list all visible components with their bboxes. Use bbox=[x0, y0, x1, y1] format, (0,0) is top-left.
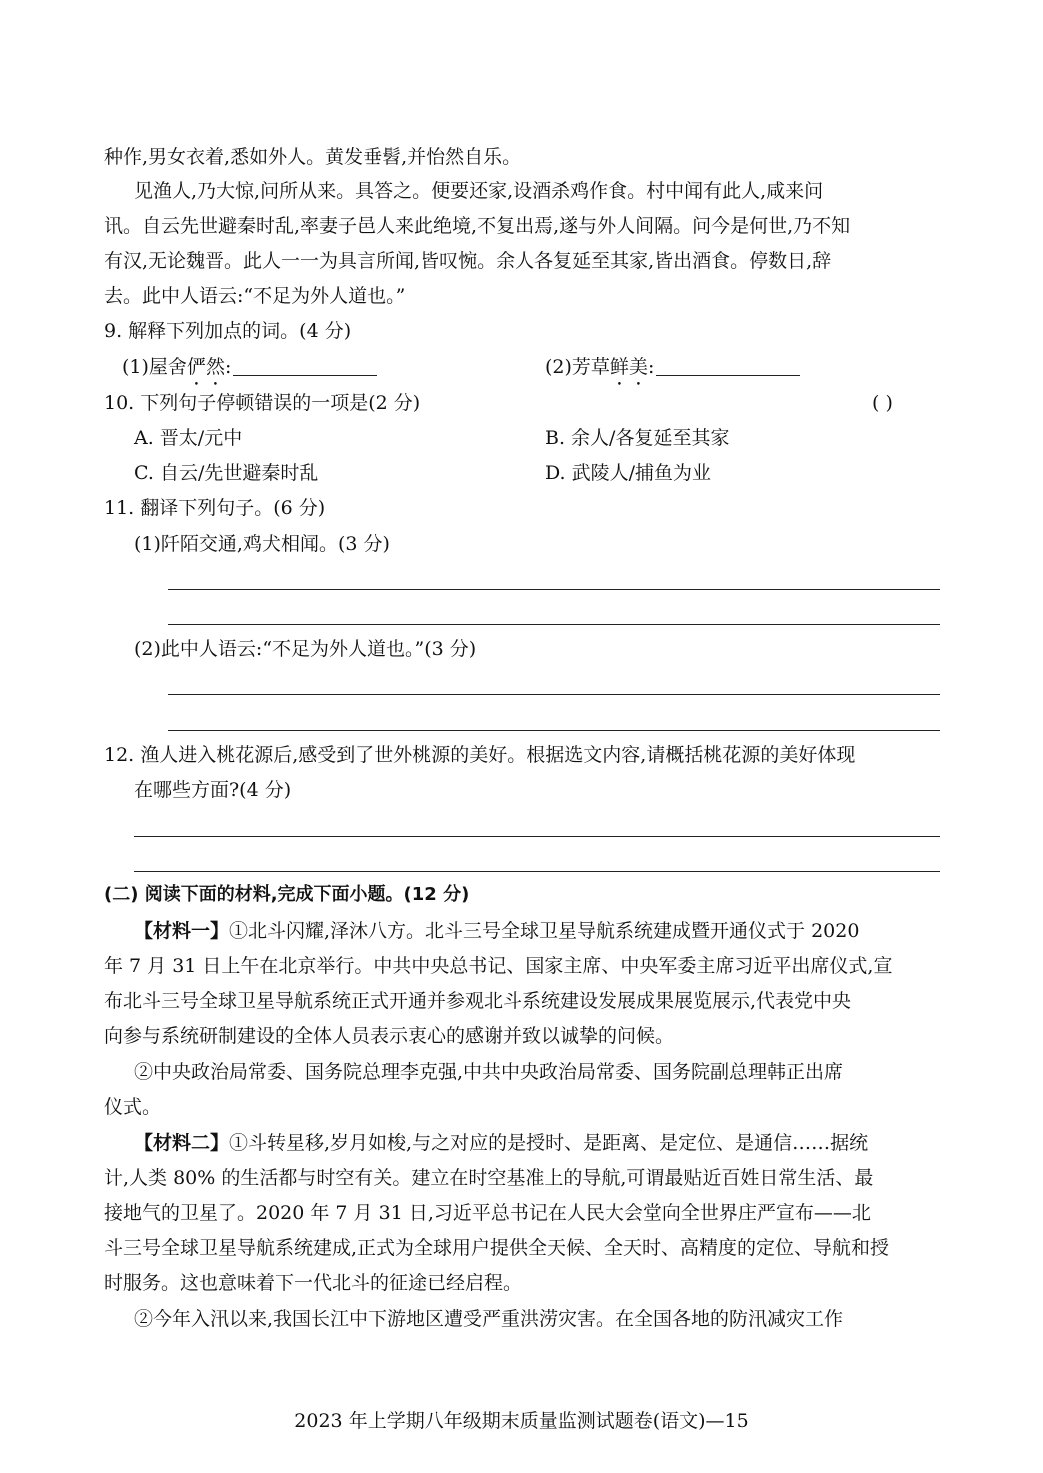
material-1-line: 布北斗三号全球卫星导航系统正式开通并参观北斗系统建设发展成果展览展示,代表党中央 bbox=[104, 990, 852, 1012]
answer-blank[interactable] bbox=[656, 357, 800, 376]
dotted-char: 俨 bbox=[186, 356, 206, 378]
passage-line: 有汉,无论魏晋。此人一一为具言所闻,皆叹惋。余人各复延至其家,皆出酒食。停数日,辞 bbox=[104, 250, 832, 272]
question-11-item-2: (2)此中人语云:“不足为外人道也。”(3 分) bbox=[134, 638, 477, 660]
material-1-line: 年 7 月 31 日上午在北京举行。中共中央总书记、国家主席、中央军委主席习近平出席仪式,宣 bbox=[104, 955, 893, 977]
question-9-item-2 bbox=[545, 354, 800, 380]
material-2-line: ②今年入汛以来,我国长江中下游地区遭受严重洪涝灾害。在全国各地的防汛减灾工作 bbox=[134, 1308, 844, 1330]
material-2-line: 接地气的卫星了。2020 年 7 月 31 日,习近平总书记在人民大会堂向全世界庄严宣布——北 bbox=[104, 1202, 871, 1224]
question-9-stem: 9. 解释下列加点的词。(4 分) bbox=[104, 320, 352, 342]
answer-line[interactable] bbox=[168, 589, 940, 590]
passage-line: 种作,男女衣着,悉如外人。黄发垂髫,并怡然自乐。 bbox=[104, 146, 522, 168]
material-1-line bbox=[134, 918, 859, 944]
dotted-char: 美 bbox=[628, 356, 648, 378]
item-suffix: : bbox=[224, 356, 232, 378]
question-12-stem: 12. 渔人进入桃花源后,感受到了世外桃源的美好。根据选文内容,请概括桃花源的美好体现 bbox=[104, 744, 856, 766]
passage-line: 见渔人,乃大惊,问所从来。具答之。便要还家,设酒杀鸡作食。村中闻有此人,咸来问 bbox=[134, 180, 824, 202]
material-1-line: ②中央政治局常委、国务院总理李克强,中共中央政治局常委、国务院副总理韩正出席 bbox=[134, 1061, 844, 1083]
material-1-line: 向参与系统研制建设的全体人员表示衷心的感谢并致以诚挚的问候。 bbox=[104, 1025, 675, 1047]
item-prefix: (1)屋舍 bbox=[122, 356, 187, 378]
dotted-char: 鲜 bbox=[609, 356, 629, 378]
question-9-item-1 bbox=[122, 354, 377, 380]
material-text: ①北斗闪耀,泽沐八方。北斗三号全球卫星导航系统建成暨开通仪式于 2020 bbox=[229, 920, 860, 942]
answer-line[interactable] bbox=[168, 624, 940, 625]
material-label: 【材料二】 bbox=[134, 1132, 230, 1154]
answer-line[interactable] bbox=[134, 871, 940, 872]
option-c: C. 自云/先世避秦时乱 bbox=[134, 462, 319, 484]
material-2-line bbox=[134, 1130, 868, 1156]
option-b: B. 余人/各复延至其家 bbox=[545, 427, 730, 449]
question-10-stem: 10. 下列句子停顿错误的一项是(2 分) bbox=[104, 392, 421, 414]
material-text: ①斗转星移,岁月如梭,与之对应的是授时、是距离、是定位、是通信……据统 bbox=[229, 1132, 869, 1154]
answer-line[interactable] bbox=[168, 730, 940, 731]
answer-line[interactable] bbox=[134, 836, 940, 837]
section-heading: (二) 阅读下面的材料,完成下面小题。(12 分) bbox=[104, 884, 470, 905]
answer-paren[interactable]: ( ) bbox=[872, 392, 893, 414]
material-label: 【材料一】 bbox=[134, 920, 230, 942]
page-footer: 2023 年上学期八年级期末质量监测试题卷(语文)—15 bbox=[294, 1410, 749, 1432]
answer-line[interactable] bbox=[168, 694, 940, 695]
material-2-line: 计,人类 80% 的生活都与时空有关。建立在时空基准上的导航,可谓最贴近百姓日常生活、最 bbox=[104, 1167, 874, 1189]
material-2-line: 斗三号全球卫星导航系统建成,正式为全球用户提供全天候、全天时、高精度的定位、导航和授 bbox=[104, 1237, 890, 1259]
option-a: A. 晋太/元中 bbox=[134, 427, 243, 449]
question-11-stem: 11. 翻译下列句子。(6 分) bbox=[104, 497, 326, 519]
material-1-line: 仪式。 bbox=[104, 1096, 162, 1118]
item-prefix: (2)芳草 bbox=[545, 356, 610, 378]
answer-blank[interactable] bbox=[233, 357, 377, 376]
option-d: D. 武陵人/捕鱼为业 bbox=[545, 462, 712, 484]
passage-line: 讯。自云先世避秦时乱,率妻子邑人来此绝境,不复出焉,遂与外人间隔。问今是何世,乃不知 bbox=[104, 215, 851, 237]
dotted-char: 然 bbox=[205, 356, 225, 378]
question-11-item-1: (1)阡陌交通,鸡犬相闻。(3 分) bbox=[134, 533, 390, 555]
material-2-line: 时服务。这也意味着下一代北斗的征途已经启程。 bbox=[104, 1272, 523, 1294]
passage-line: 去。此中人语云:“不足为外人道也。” bbox=[104, 285, 406, 307]
item-suffix: : bbox=[647, 356, 655, 378]
question-12-stem: 在哪些方面?(4 分) bbox=[134, 779, 292, 801]
